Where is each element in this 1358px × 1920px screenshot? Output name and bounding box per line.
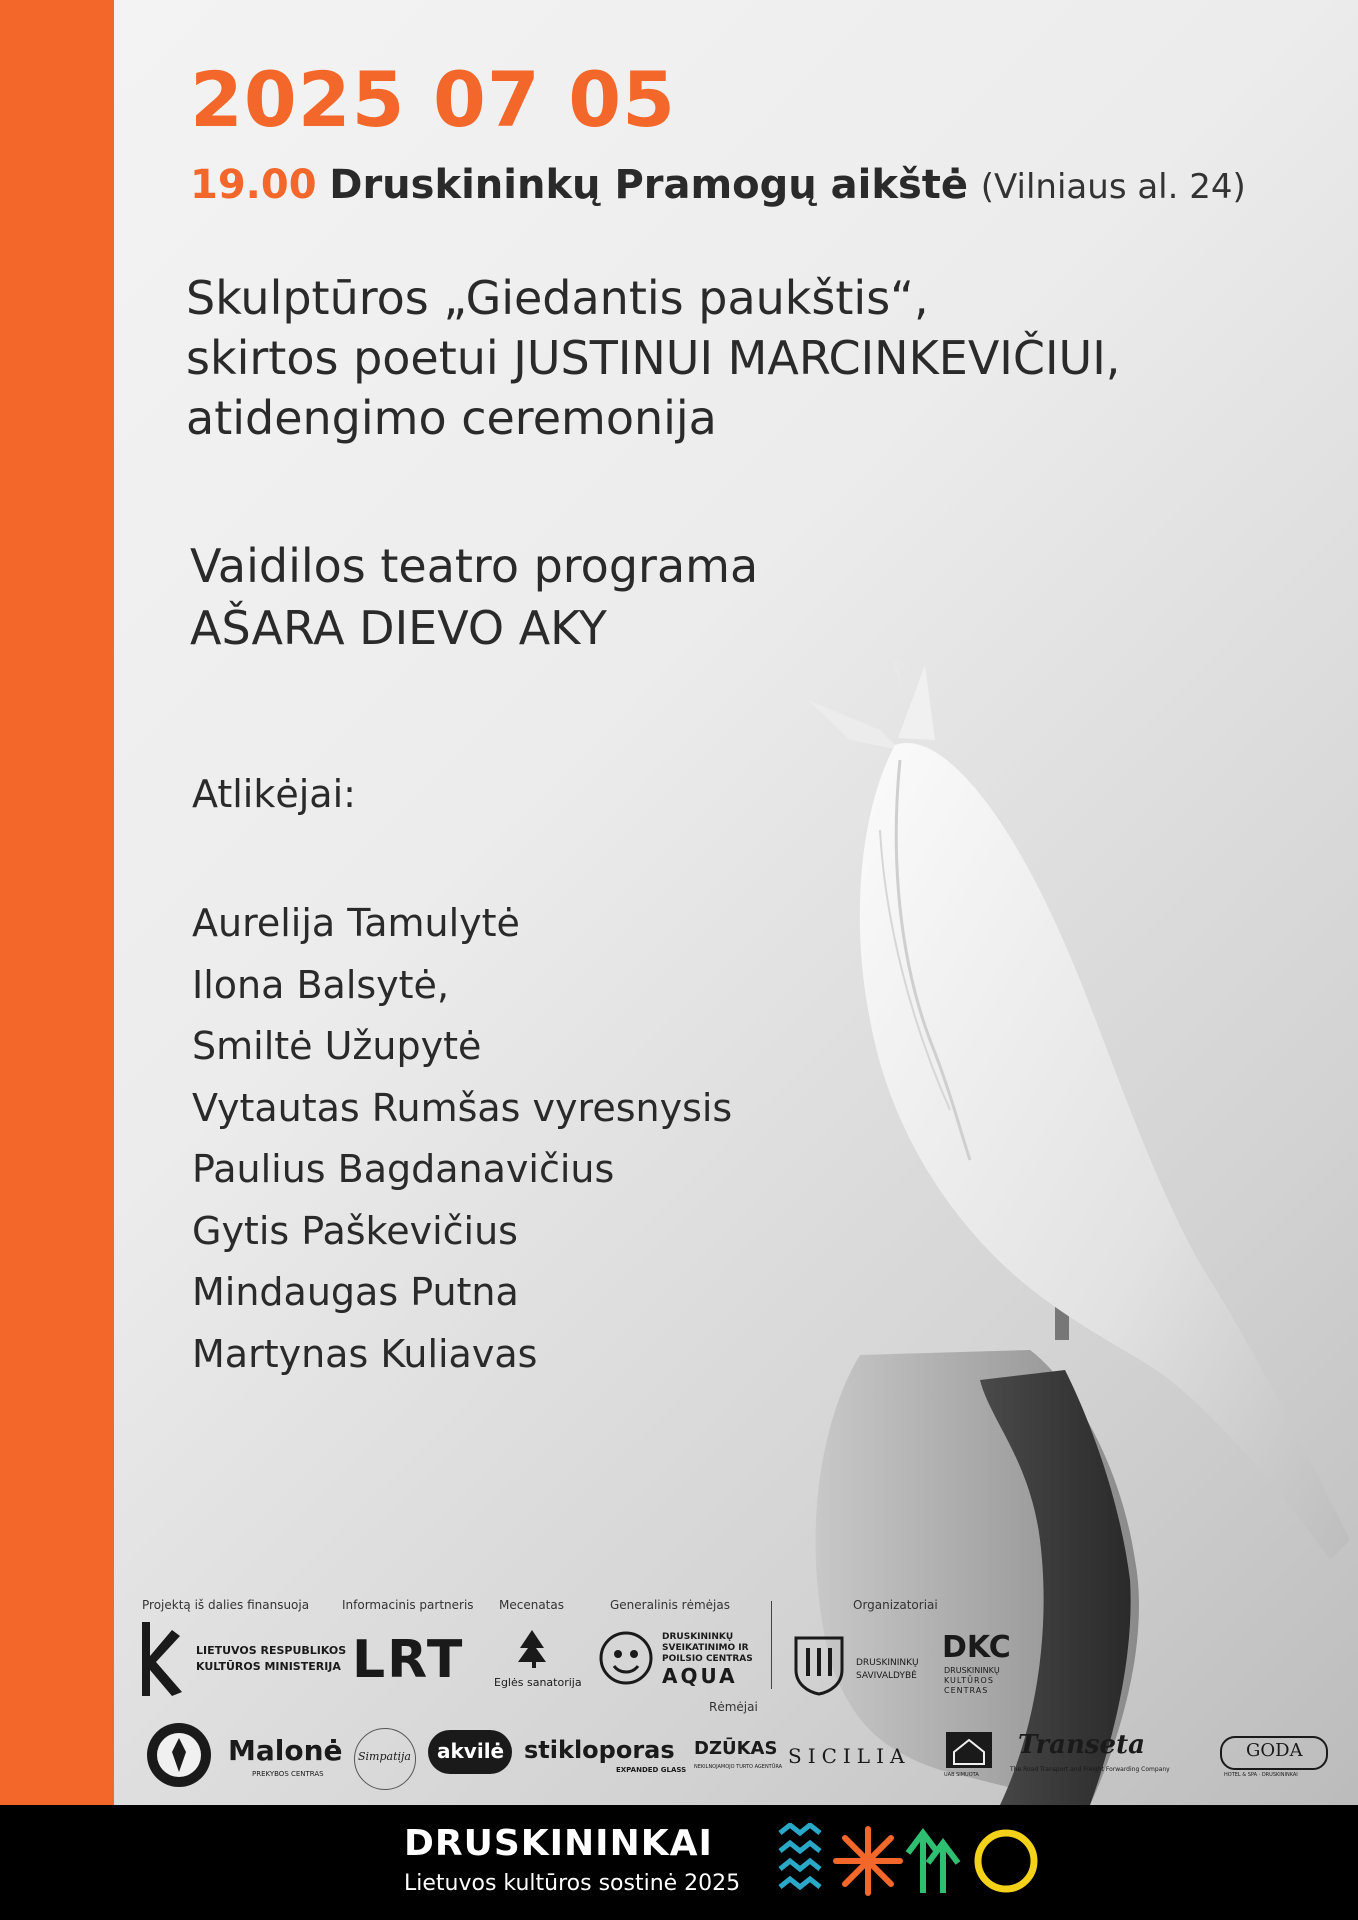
- transeta-name: Transeta: [1018, 1730, 1145, 1760]
- performer-name: Smiltė Užupytė: [192, 1024, 482, 1068]
- malone-sub: PREKYBOS CENTRAS: [252, 1770, 324, 1778]
- event-venue: Druskininkų Pramogų aikštė: [329, 162, 969, 208]
- ministry-name-line1: LIETUVOS RESPUBLIKOS: [196, 1644, 347, 1657]
- footer-bar: [0, 1805, 1358, 1920]
- caption-patron: Mecenatas: [499, 1598, 564, 1612]
- performer-name: Aurelija Tamulytė: [192, 901, 520, 945]
- performer-name: Ilona Balsytė,: [192, 962, 450, 1007]
- performers-label: Atlikėjai:: [192, 772, 356, 816]
- transeta-sub: The Road Transport and Freight Forwarding Company: [1010, 1766, 1170, 1773]
- orange-side-stripe: [0, 0, 114, 1805]
- simuota-name: UAB SIMUOTA: [944, 1772, 979, 1778]
- dzukas-name: DZŪKAS: [694, 1738, 778, 1759]
- event-time: 19.00: [190, 162, 317, 208]
- performers-list: [192, 893, 732, 1385]
- stikloporas-name: stikloporas: [524, 1736, 675, 1764]
- dkc-mark: DKC: [942, 1630, 1011, 1665]
- performer-name: Gytis Paškevičius: [192, 1208, 518, 1253]
- description-line: atidengimo ceremonija: [186, 391, 717, 445]
- credits-divider: [771, 1601, 772, 1689]
- caption-info-partner: Informacinis partneris: [342, 1598, 474, 1612]
- caption-organizers: Organizatoriai: [853, 1598, 938, 1612]
- program-block: [190, 535, 758, 659]
- dkc-line2: KULTŪROS: [944, 1676, 994, 1685]
- round-emblem-icon: [144, 1720, 214, 1790]
- caption-sponsors: Rėmėjai: [709, 1700, 758, 1714]
- program-title: AŠARA DIEVO AKY: [190, 601, 607, 655]
- program-intro: Vaidilos teatro programa: [190, 539, 759, 593]
- aqua-line1: DRUSKININKŲ: [662, 1632, 734, 1642]
- caption-funding: Projektą iš dalies finansuoja: [142, 1598, 310, 1612]
- malone-name: Malonė: [228, 1734, 343, 1767]
- goda-sub: HOTEL & SPA · DRUSKININKAI: [1224, 1772, 1298, 1778]
- performer-name: Paulius Bagdanavičius: [192, 1147, 615, 1191]
- description-line: Skulptūros „Giedantis paukštis“,: [186, 271, 929, 325]
- savivaldybe-line2: SAVIVALDYBĖ: [856, 1671, 917, 1681]
- sicilia-logo: SICILIA: [788, 1744, 911, 1768]
- ministry-k-icon: [136, 1622, 182, 1696]
- egles-sanatorija-name: Eglės sanatorija: [494, 1676, 582, 1689]
- event-time-venue: [190, 162, 1246, 208]
- bird-sculpture-image: [790, 660, 1350, 1805]
- akvile-name: akvilė: [437, 1739, 505, 1763]
- house-icon: [944, 1730, 994, 1770]
- footer-city-name: DRUSKININKAI: [404, 1823, 713, 1864]
- round-emblem-logo: [144, 1720, 214, 1794]
- ministry-name-line2: KULTŪROS MINISTERIJA: [196, 1660, 341, 1673]
- aqua-line3: POILSIO CENTRAS: [662, 1654, 753, 1664]
- coat-of-arms-icon: [794, 1636, 844, 1696]
- event-date: 2025 07 05: [190, 55, 676, 144]
- lrt-logo: LRT: [352, 1630, 465, 1690]
- stikloporas-sub: EXPANDED GLASS: [616, 1766, 687, 1774]
- dzukas-sub: NEKILNOJAMOJO TURTO AGENTŪRA: [694, 1764, 783, 1770]
- aqua-line2: SVEIKATINIMO IR: [662, 1643, 749, 1653]
- description-line: skirtos poetui JUSTINUI MARCINKEVIČIUI,: [186, 331, 1121, 385]
- footer-subtitle: Lietuvos kultūros sostinė 2025: [404, 1871, 741, 1896]
- aqua-name: AQUA: [662, 1664, 738, 1688]
- egles-tree-icon: [512, 1628, 552, 1668]
- dkc-line1: DRUSKININKŲ: [944, 1666, 1000, 1675]
- aqua-face-icon: [598, 1630, 654, 1686]
- performer-name: Vytautas Rumšas vyresnysis: [192, 1085, 733, 1130]
- event-address: (Vilniaus al. 24): [980, 167, 1246, 207]
- savivaldybe-line1: DRUSKININKŲ: [856, 1658, 919, 1668]
- goda-name: GODA: [1246, 1740, 1303, 1761]
- culture-capital-emblem-icon: [778, 1823, 1078, 1903]
- simpatija-name: Simpatija: [358, 1750, 411, 1763]
- performer-name: Martynas Kuliavas: [192, 1331, 538, 1376]
- caption-general-sponsor: Generalinis rėmėjas: [610, 1598, 730, 1612]
- performer-name: Mindaugas Putna: [192, 1270, 519, 1314]
- dkc-line3: CENTRAS: [944, 1686, 989, 1695]
- event-description: [186, 268, 1120, 448]
